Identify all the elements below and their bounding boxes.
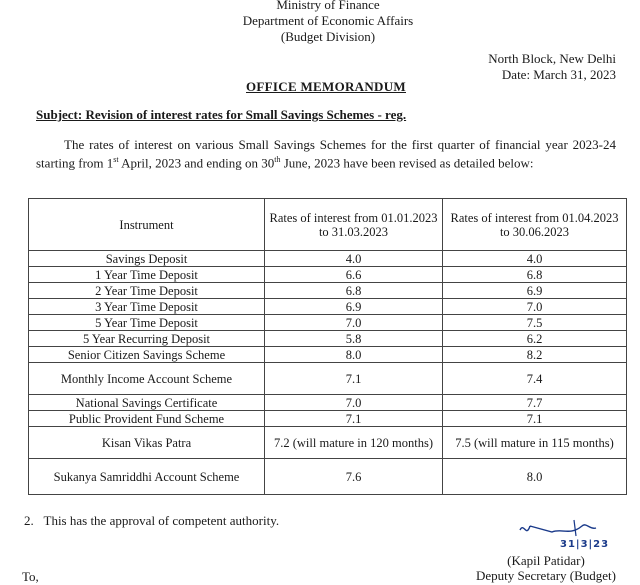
header-instrument: Instrument: [29, 199, 265, 251]
instrument-cell: Senior Citizen Savings Scheme: [29, 347, 265, 363]
place-date-block: [488, 51, 616, 83]
handwritten-date: 31|3|23: [560, 539, 610, 550]
old-rate-cell: 7.0: [265, 315, 443, 331]
table-row: [29, 283, 627, 299]
table-row: [29, 411, 627, 427]
old-rate-cell: 6.9: [265, 299, 443, 315]
instrument-cell: 2 Year Time Deposit: [29, 283, 265, 299]
instrument-cell: Monthly Income Account Scheme: [29, 363, 265, 395]
memo-title: OFFICE MEMORANDUM: [246, 79, 406, 94]
old-rate-cell: 7.6: [265, 459, 443, 495]
new-rate-cell: 6.2: [443, 331, 627, 347]
table-row: [29, 331, 627, 347]
letterhead: [208, 0, 448, 45]
signatory-name: (Kapil Patidar): [507, 553, 585, 568]
new-rate-cell: 8.0: [443, 459, 627, 495]
table-row: [29, 395, 627, 411]
old-rate-cell: 7.1: [265, 411, 443, 427]
old-rate-cell: 7.0: [265, 395, 443, 411]
table-row: [29, 347, 627, 363]
new-rate-cell: 7.0: [443, 299, 627, 315]
department-name: Department of Economic Affairs: [242, 13, 414, 28]
new-rate-cell: 8.2: [443, 347, 627, 363]
table-row: [29, 363, 627, 395]
instrument-cell: Savings Deposit: [29, 251, 265, 267]
old-rate-cell: 6.8: [265, 283, 443, 299]
instrument-cell: Kisan Vikas Patra: [29, 427, 265, 459]
header-new-rate: Rates of interest from 01.04.2023 to 30.06.2023: [443, 199, 627, 251]
instrument-cell: 3 Year Time Deposit: [29, 299, 265, 315]
table-header-row: [29, 199, 627, 251]
signatory-designation: Deputy Secretary (Budget): [475, 568, 616, 583]
interest-rates-table: [28, 198, 627, 495]
approval-text: This has the approval of competent authority.: [43, 513, 280, 528]
instrument-cell: Public Provident Fund Scheme: [29, 411, 265, 427]
memo-subject: Subject: Revision of interest rates for Small Savings Schemes - reg.: [36, 107, 407, 122]
division-name: (Budget Division): [280, 29, 376, 44]
old-rate-cell: 6.6: [265, 267, 443, 283]
intro-paragraph: The rates of interest on various Small Savings Schemes for the first quarter of financial year 2023-24 starting from 1st April, 2023 and ending on 30th June, 2023 have been revised as detailed below:: [36, 137, 616, 171]
old-rate-cell: 8.0: [265, 347, 443, 363]
new-rate-cell: 7.5: [443, 315, 627, 331]
new-rate-cell: 4.0: [443, 251, 627, 267]
ministry-name: Ministry of Finance: [276, 0, 380, 12]
new-rate-cell: 7.7: [443, 395, 627, 411]
instrument-cell: Sukanya Samriddhi Account Scheme: [29, 459, 265, 495]
instrument-cell: 1 Year Time Deposit: [29, 267, 265, 283]
new-rate-cell: 7.4: [443, 363, 627, 395]
table-row: [29, 251, 627, 267]
addressee-label: To,: [22, 569, 39, 584]
instrument-cell: National Savings Certificate: [29, 395, 265, 411]
old-rate-cell: 4.0: [265, 251, 443, 267]
new-rate-cell: 7.1: [443, 411, 627, 427]
header-old-rate: Rates of interest from 01.01.2023 to 31.03.2023: [265, 199, 443, 251]
table-row: [29, 427, 627, 459]
new-rate-cell: 6.9: [443, 283, 627, 299]
para-number: 2.: [24, 513, 34, 528]
memo-date: Date: March 31, 2023: [501, 67, 616, 82]
signature-mark: [512, 516, 622, 556]
table-row: [29, 459, 627, 495]
old-rate-cell: 5.8: [265, 331, 443, 347]
instrument-cell: 5 Year Time Deposit: [29, 315, 265, 331]
table-row: [29, 299, 627, 315]
table-row: [29, 267, 627, 283]
old-rate-cell: 7.2 (will mature in 120 months): [265, 427, 443, 459]
old-rate-cell: 7.1: [265, 363, 443, 395]
new-rate-cell: 7.5 (will mature in 115 months): [443, 427, 627, 459]
instrument-cell: 5 Year Recurring Deposit: [29, 331, 265, 347]
approval-paragraph: [24, 513, 279, 528]
location: North Block, New Delhi: [488, 51, 616, 66]
signatory-block: [476, 553, 616, 583]
new-rate-cell: 6.8: [443, 267, 627, 283]
table-row: [29, 315, 627, 331]
